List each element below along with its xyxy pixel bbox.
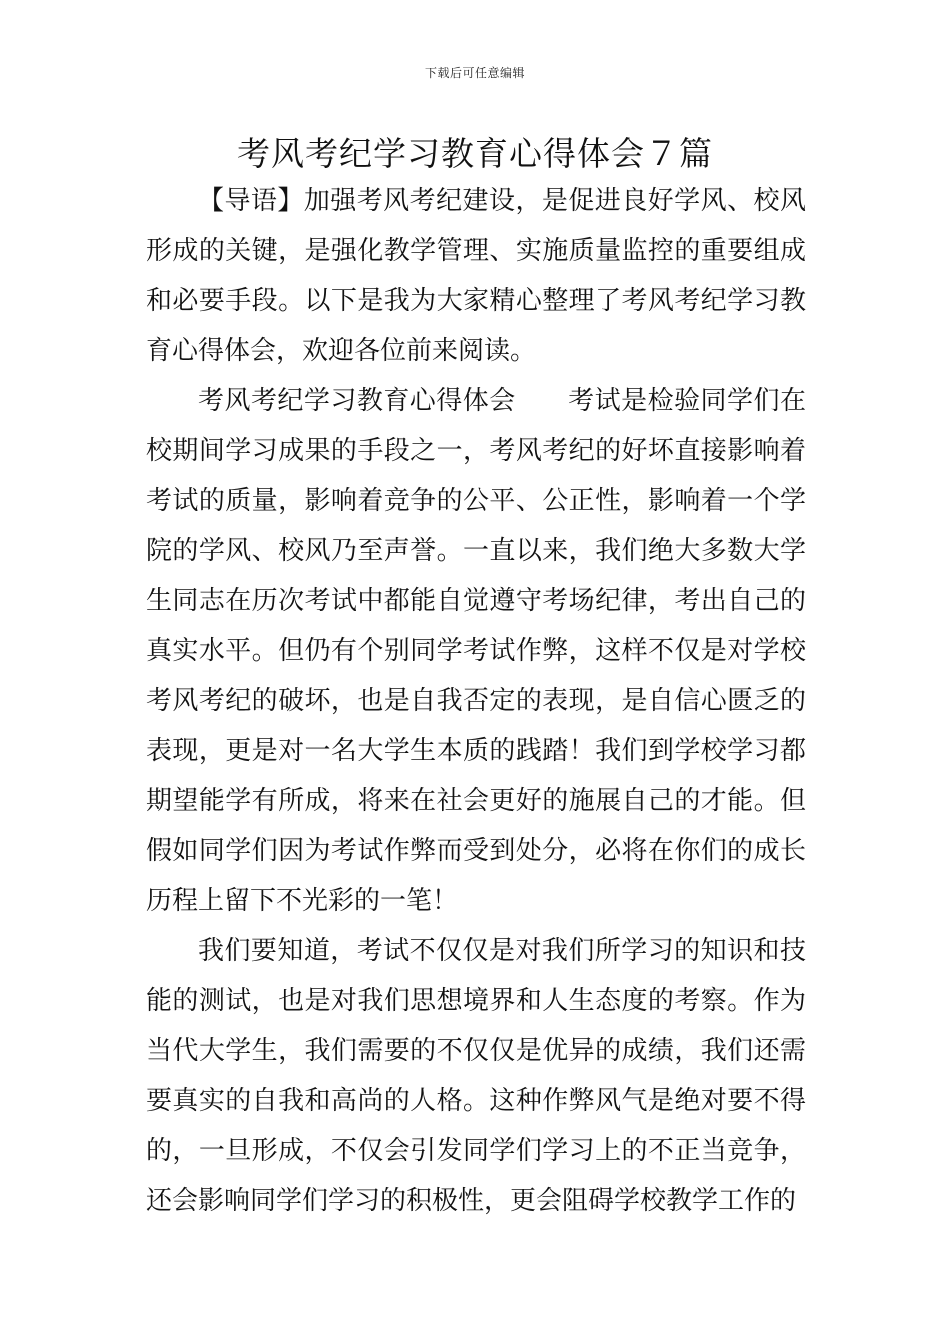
body-paragraph: 我们要知道，考试不仅仅是对我们所学习的知识和技能的测试，也是对我们思想境界和人生态度的考察。作为当代大学生，我们需要的不仅仅是优异的成绩，我们还需要真实的自我和高尚的人格。这种作弊风气是绝对要不得的，一旦形成，不仅会引发同学们学习上的不正当竞争，还会影响同学们学习的积极性，更会阻碍学校教学工作的: [146, 936, 806, 1216]
intro-paragraph: 【导语】加强考风考纪建设，是促进良好学风、校风形成的关键，是强化教学管理、实施质量监控的重要组成和必要手段。以下是我为大家精心整理了考风考纪学习教育心得体会，欢迎各位前来阅读。: [146, 186, 806, 366]
section-paragraph-text: 考试是检验同学们在校期间学习成果的手段之一，考风考纪的好坏直接影响着考试的质量，影响着竞争的公平、公正性，影响着一个学院的学风、校风乃至声誉。一直以来，我们绝大多数大学生同志在历次考试中都能自觉遵守考场纪律，考出自己的真实水平。但仍有个别同学考试作弊，这样不仅是对学校考风考纪的破坏，也是自我否定的表现，是自信心匮乏的表现，更是对一名大学生本质的践踏！我们到学校学习都期望能学有所成，将来在社会更好的施展自己的才能。但假如同学们因为考试作弊而受到处分，必将在你们的成长历程上留下不光彩的一笔！: [146, 386, 806, 916]
header-note: 下载后可任意编辑: [424, 66, 525, 80]
document-title: 考风考纪学习教育心得体会７篇: [237, 134, 713, 173]
document-body: [146, 176, 806, 1226]
section-heading: 考风考纪学习教育心得体会: [198, 386, 516, 416]
section-paragraph: [146, 376, 806, 926]
